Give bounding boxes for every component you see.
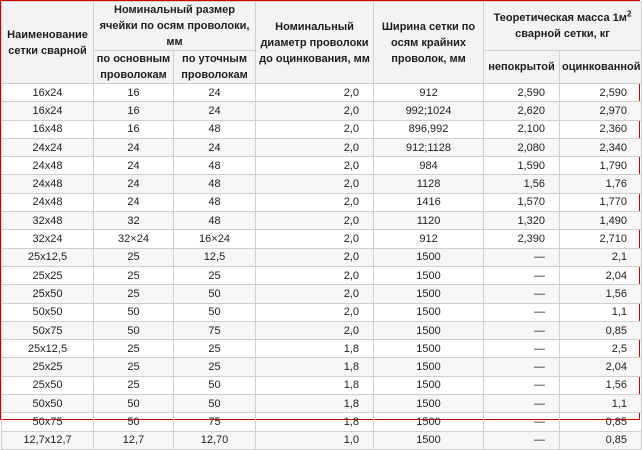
cell-main-size: 32 [94, 212, 174, 230]
cell-mass-galvanized: 1,490 [560, 212, 642, 230]
cell-cross-size: 24 [174, 102, 256, 120]
header-mass-sup: 2 [626, 9, 632, 19]
cell-mass-galvanized: 2,970 [560, 102, 642, 120]
cell-cross-size: 16×24 [174, 230, 256, 248]
table-row [2, 413, 642, 431]
table-row [2, 395, 642, 413]
cell-main-size: 16 [94, 84, 174, 102]
cell-mass-uncoated: — [484, 395, 560, 413]
table-row [2, 266, 642, 284]
cell-diameter: 2,0 [256, 212, 374, 230]
table-row [2, 230, 642, 248]
cell-name: 16х48 [2, 120, 94, 138]
cell-mass-galvanized: 2,04 [560, 358, 642, 376]
cell-main-size: 25 [94, 358, 174, 376]
cell-cross-size: 24 [174, 84, 256, 102]
cell-mass-galvanized: 1,76 [560, 175, 642, 193]
cell-main-size: 12,7 [94, 431, 174, 449]
cell-name: 25х50 [2, 285, 94, 303]
cell-width: 912 [374, 230, 484, 248]
cell-main-size: 24 [94, 138, 174, 156]
cell-width: 1500 [374, 266, 484, 284]
table-row [2, 138, 642, 156]
cell-width: 984 [374, 157, 484, 175]
cell-mass-galvanized: 2,1 [560, 248, 642, 266]
cell-width: 912 [374, 84, 484, 102]
cell-width: 1500 [374, 248, 484, 266]
cell-width: 1500 [374, 321, 484, 339]
cell-diameter: 2,0 [256, 138, 374, 156]
cell-mass-galvanized: 0,85 [560, 413, 642, 431]
cell-width: 1500 [374, 413, 484, 431]
table-row [2, 358, 642, 376]
cell-mass-galvanized: 2,5 [560, 340, 642, 358]
header-name: Наименование сетки сварной [2, 2, 94, 84]
cell-name: 25х12,5 [2, 248, 94, 266]
cell-name: 16х24 [2, 84, 94, 102]
cell-diameter: 2,0 [256, 285, 374, 303]
mesh-spec-table [1, 1, 642, 450]
cell-width: 1500 [374, 340, 484, 358]
cell-cross-size: 50 [174, 285, 256, 303]
cell-cross-size: 50 [174, 376, 256, 394]
cell-width: 1500 [374, 376, 484, 394]
cell-diameter: 2,0 [256, 321, 374, 339]
cell-diameter: 1,8 [256, 395, 374, 413]
cell-mass-uncoated: 2,590 [484, 84, 560, 102]
cell-mass-uncoated: 2,080 [484, 138, 560, 156]
cell-diameter: 2,0 [256, 84, 374, 102]
cell-cross-size: 48 [174, 175, 256, 193]
cell-main-size: 24 [94, 175, 174, 193]
cell-width: 1500 [374, 285, 484, 303]
table-row [2, 212, 642, 230]
cell-diameter: 2,0 [256, 193, 374, 211]
cell-mass-uncoated: 1,56 [484, 175, 560, 193]
header-mass [484, 2, 642, 51]
cell-diameter: 1,8 [256, 340, 374, 358]
cell-mass-galvanized: 1,1 [560, 395, 642, 413]
cell-diameter: 2,0 [256, 102, 374, 120]
cell-name: 16х24 [2, 102, 94, 120]
cell-mass-uncoated: — [484, 248, 560, 266]
cell-mass-galvanized: 0,85 [560, 321, 642, 339]
cell-mass-galvanized: 2,710 [560, 230, 642, 248]
table-row [2, 321, 642, 339]
header-cell-main: по основным проволокам [94, 51, 174, 84]
cell-name: 50х75 [2, 321, 94, 339]
cell-width: 1500 [374, 358, 484, 376]
cell-cross-size: 48 [174, 120, 256, 138]
header-mass-prefix: Теоретическая масса 1м [493, 12, 627, 24]
table-row [2, 340, 642, 358]
cell-name: 50х50 [2, 303, 94, 321]
table-row [2, 84, 642, 102]
cell-mass-galvanized: 0,85 [560, 431, 642, 449]
cell-width: 1500 [374, 303, 484, 321]
cell-mass-uncoated: — [484, 340, 560, 358]
cell-cross-size: 12,70 [174, 431, 256, 449]
table-row [2, 175, 642, 193]
cell-mass-galvanized: 1,1 [560, 303, 642, 321]
cell-cross-size: 50 [174, 303, 256, 321]
cell-main-size: 50 [94, 303, 174, 321]
cell-mass-galvanized: 2,340 [560, 138, 642, 156]
cell-name: 12,7х12,7 [2, 431, 94, 449]
table-row [2, 120, 642, 138]
table-row [2, 303, 642, 321]
cell-width: 992;1024 [374, 102, 484, 120]
table-row [2, 285, 642, 303]
cell-width: 912;1128 [374, 138, 484, 156]
cell-diameter: 2,0 [256, 230, 374, 248]
cell-cross-size: 48 [174, 157, 256, 175]
cell-main-size: 25 [94, 340, 174, 358]
cell-mass-uncoated: — [484, 431, 560, 449]
cell-main-size: 16 [94, 120, 174, 138]
cell-name: 25х12,5 [2, 340, 94, 358]
cell-main-size: 50 [94, 321, 174, 339]
header-width: Ширина сетки по осям крайних проволок, мм [374, 2, 484, 84]
cell-main-size: 50 [94, 413, 174, 431]
cell-name: 24х48 [2, 193, 94, 211]
cell-main-size: 25 [94, 376, 174, 394]
cell-name: 50х50 [2, 395, 94, 413]
cell-mass-uncoated: — [484, 321, 560, 339]
cell-name: 25х25 [2, 266, 94, 284]
cell-main-size: 32×24 [94, 230, 174, 248]
table-row [2, 248, 642, 266]
cell-name: 24х48 [2, 157, 94, 175]
cell-mass-galvanized: 1,56 [560, 376, 642, 394]
cell-mass-galvanized: 2,360 [560, 120, 642, 138]
cell-mass-uncoated: — [484, 285, 560, 303]
cell-width: 896,992 [374, 120, 484, 138]
header-mass-suffix: сварной сетки, кг [515, 28, 610, 40]
cell-width: 1128 [374, 175, 484, 193]
cell-diameter: 2,0 [256, 120, 374, 138]
cell-name: 24х24 [2, 138, 94, 156]
cell-name: 24х48 [2, 175, 94, 193]
cell-name: 32х24 [2, 230, 94, 248]
cell-cross-size: 25 [174, 266, 256, 284]
cell-mass-uncoated: 1,320 [484, 212, 560, 230]
cell-main-size: 24 [94, 193, 174, 211]
cell-mass-galvanized: 1,56 [560, 285, 642, 303]
cell-mass-uncoated: — [484, 413, 560, 431]
cell-diameter: 2,0 [256, 157, 374, 175]
cell-cross-size: 12,5 [174, 248, 256, 266]
cell-mass-uncoated: 1,590 [484, 157, 560, 175]
cell-diameter: 2,0 [256, 303, 374, 321]
cell-mass-galvanized: 2,590 [560, 84, 642, 102]
cell-cross-size: 75 [174, 321, 256, 339]
cell-width: 1500 [374, 395, 484, 413]
header-cell-cross: по уточным проволокам [174, 51, 256, 84]
cell-cross-size: 24 [174, 138, 256, 156]
cell-main-size: 25 [94, 266, 174, 284]
cell-mass-uncoated: 1,570 [484, 193, 560, 211]
header-diameter: Номинальный диаметр проволоки до оцинкования, мм [256, 2, 374, 84]
cell-width: 1120 [374, 212, 484, 230]
cell-main-size: 25 [94, 248, 174, 266]
header-galvanized: оцинкованной [560, 51, 642, 84]
cell-width: 1500 [374, 431, 484, 449]
table-row [2, 431, 642, 449]
cell-mass-galvanized: 1,770 [560, 193, 642, 211]
cell-diameter: 1,8 [256, 376, 374, 394]
cell-mass-uncoated: — [484, 358, 560, 376]
cell-cross-size: 48 [174, 212, 256, 230]
cell-diameter: 2,0 [256, 175, 374, 193]
cell-cross-size: 25 [174, 358, 256, 376]
cell-mass-uncoated: — [484, 303, 560, 321]
cell-name: 50х75 [2, 413, 94, 431]
cell-mass-uncoated: — [484, 266, 560, 284]
cell-mass-uncoated: — [484, 376, 560, 394]
cell-cross-size: 25 [174, 340, 256, 358]
table-row [2, 157, 642, 175]
cell-diameter: 1,8 [256, 413, 374, 431]
table-row [2, 193, 642, 211]
cell-diameter: 1,8 [256, 358, 374, 376]
cell-main-size: 25 [94, 285, 174, 303]
cell-cross-size: 50 [174, 395, 256, 413]
header-cell-size: Номинальный размер ячейки по осям проволоки, мм [94, 2, 256, 51]
cell-width: 1416 [374, 193, 484, 211]
table-row [2, 376, 642, 394]
cell-cross-size: 48 [174, 193, 256, 211]
cell-main-size: 24 [94, 157, 174, 175]
cell-cross-size: 75 [174, 413, 256, 431]
table-row [2, 102, 642, 120]
cell-name: 25х50 [2, 376, 94, 394]
header-uncoated: непокрытой [484, 51, 560, 84]
cell-mass-uncoated: 2,100 [484, 120, 560, 138]
cell-mass-uncoated: 2,620 [484, 102, 560, 120]
cell-main-size: 16 [94, 102, 174, 120]
cell-diameter: 2,0 [256, 266, 374, 284]
header-row-top [2, 2, 642, 51]
cell-mass-uncoated: 2,390 [484, 230, 560, 248]
cell-main-size: 50 [94, 395, 174, 413]
cell-mass-galvanized: 1,790 [560, 157, 642, 175]
cell-diameter: 2,0 [256, 248, 374, 266]
table-body [2, 84, 642, 450]
cell-name: 25х25 [2, 358, 94, 376]
cell-mass-galvanized: 2,04 [560, 266, 642, 284]
cell-diameter: 1,0 [256, 431, 374, 449]
cell-name: 32х48 [2, 212, 94, 230]
